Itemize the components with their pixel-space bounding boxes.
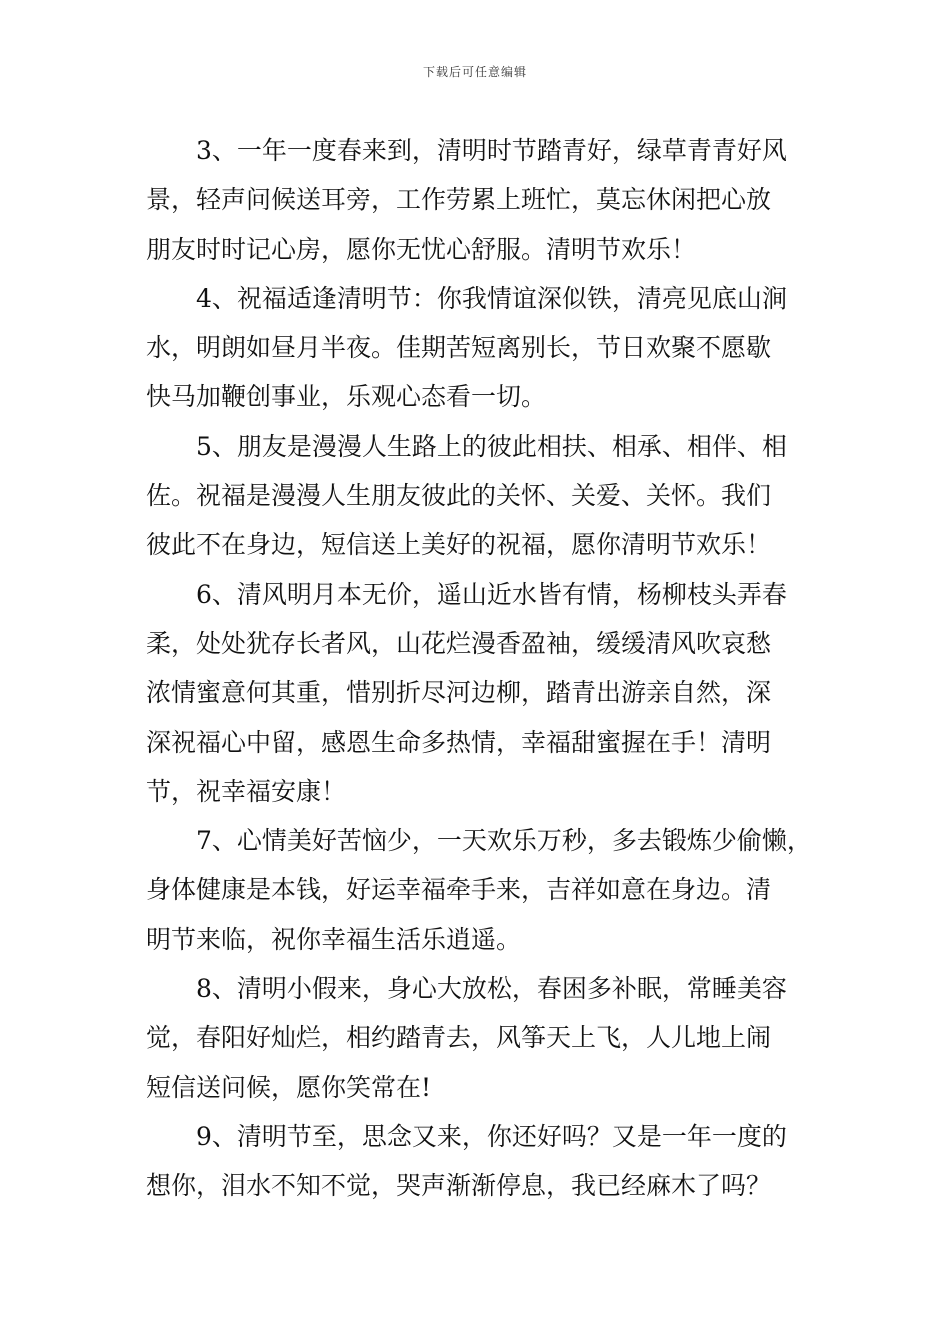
text-line: 8、清明小假来，身心大放松，春困多补眠，常睡美容 [196, 974, 787, 1004]
text-line: 短信送问候，愿你笑常在! [146, 1072, 432, 1102]
document-body [146, 126, 812, 1211]
text-line: 柔，处处犹存长者风，山花烂漫香盈袖，缓缓清风吹哀愁 [146, 628, 772, 658]
text-line: 节，祝幸福安康！ [146, 776, 347, 806]
text-line: 6、清风明月本无价，遥山近水皆有情，杨柳枝头弄春 [196, 579, 787, 609]
text-line: 5、朋友是漫漫人生路上的彼此相扶、相承、相伴、相 [196, 431, 787, 461]
text-line: 深祝福心中留，感恩生命多热情，幸福甜蜜握在手！清明 [146, 727, 772, 757]
text-line: 彼此不在身边，短信送上美好的祝福，愿你清明节欢乐！ [146, 530, 772, 560]
text-line: 水，明朗如昼月半夜。佳期苦短离别长，节日欢聚不愿歇 [146, 333, 772, 363]
text-line: 想你，泪水不知不觉，哭声渐渐停息，我已经麻木了吗？ [146, 1171, 772, 1201]
text-line: 7、心情美好苦恼少，一天欢乐万秒，多去锻炼少偷懒， [196, 826, 812, 856]
text-line: 9、清明节至，思念又来，你还好吗？又是一年一度的 [196, 1121, 787, 1151]
text-line: 佐。祝福是漫漫人生朋友彼此的关怀、关爱、关怀。我们 [146, 481, 772, 511]
text-line: 3、一年一度春来到，清明时节踏青好，绿草青青好风 [196, 136, 787, 165]
text-line: 觉，春阳好灿烂，相约踏青去，风筝天上飞，人儿地上闹 [146, 1023, 772, 1053]
text-line: 身体健康是本钱，好运幸福牵手来，吉祥如意在身边。清 [146, 875, 772, 905]
text-line: 快马加鞭创事业，乐观心态看一切。 [146, 382, 547, 412]
text-line: 明节来临，祝你幸福生活乐逍遥。 [146, 924, 522, 954]
text-line: 朋友时时记心房，愿你无忧心舒服。清明节欢乐！ [146, 234, 697, 264]
text-line: 浓情蜜意何其重，惜别折尽河边柳，踏青出游亲自然，深 [146, 678, 772, 708]
page-header: 下载后可任意编辑 [422, 65, 527, 79]
text-line: 4、祝福适逢清明节：你我情谊深似铁，清亮见底山涧 [196, 283, 787, 313]
text-line: 景，轻声问候送耳旁，工作劳累上班忙，莫忘休闲把心放 [146, 185, 772, 215]
